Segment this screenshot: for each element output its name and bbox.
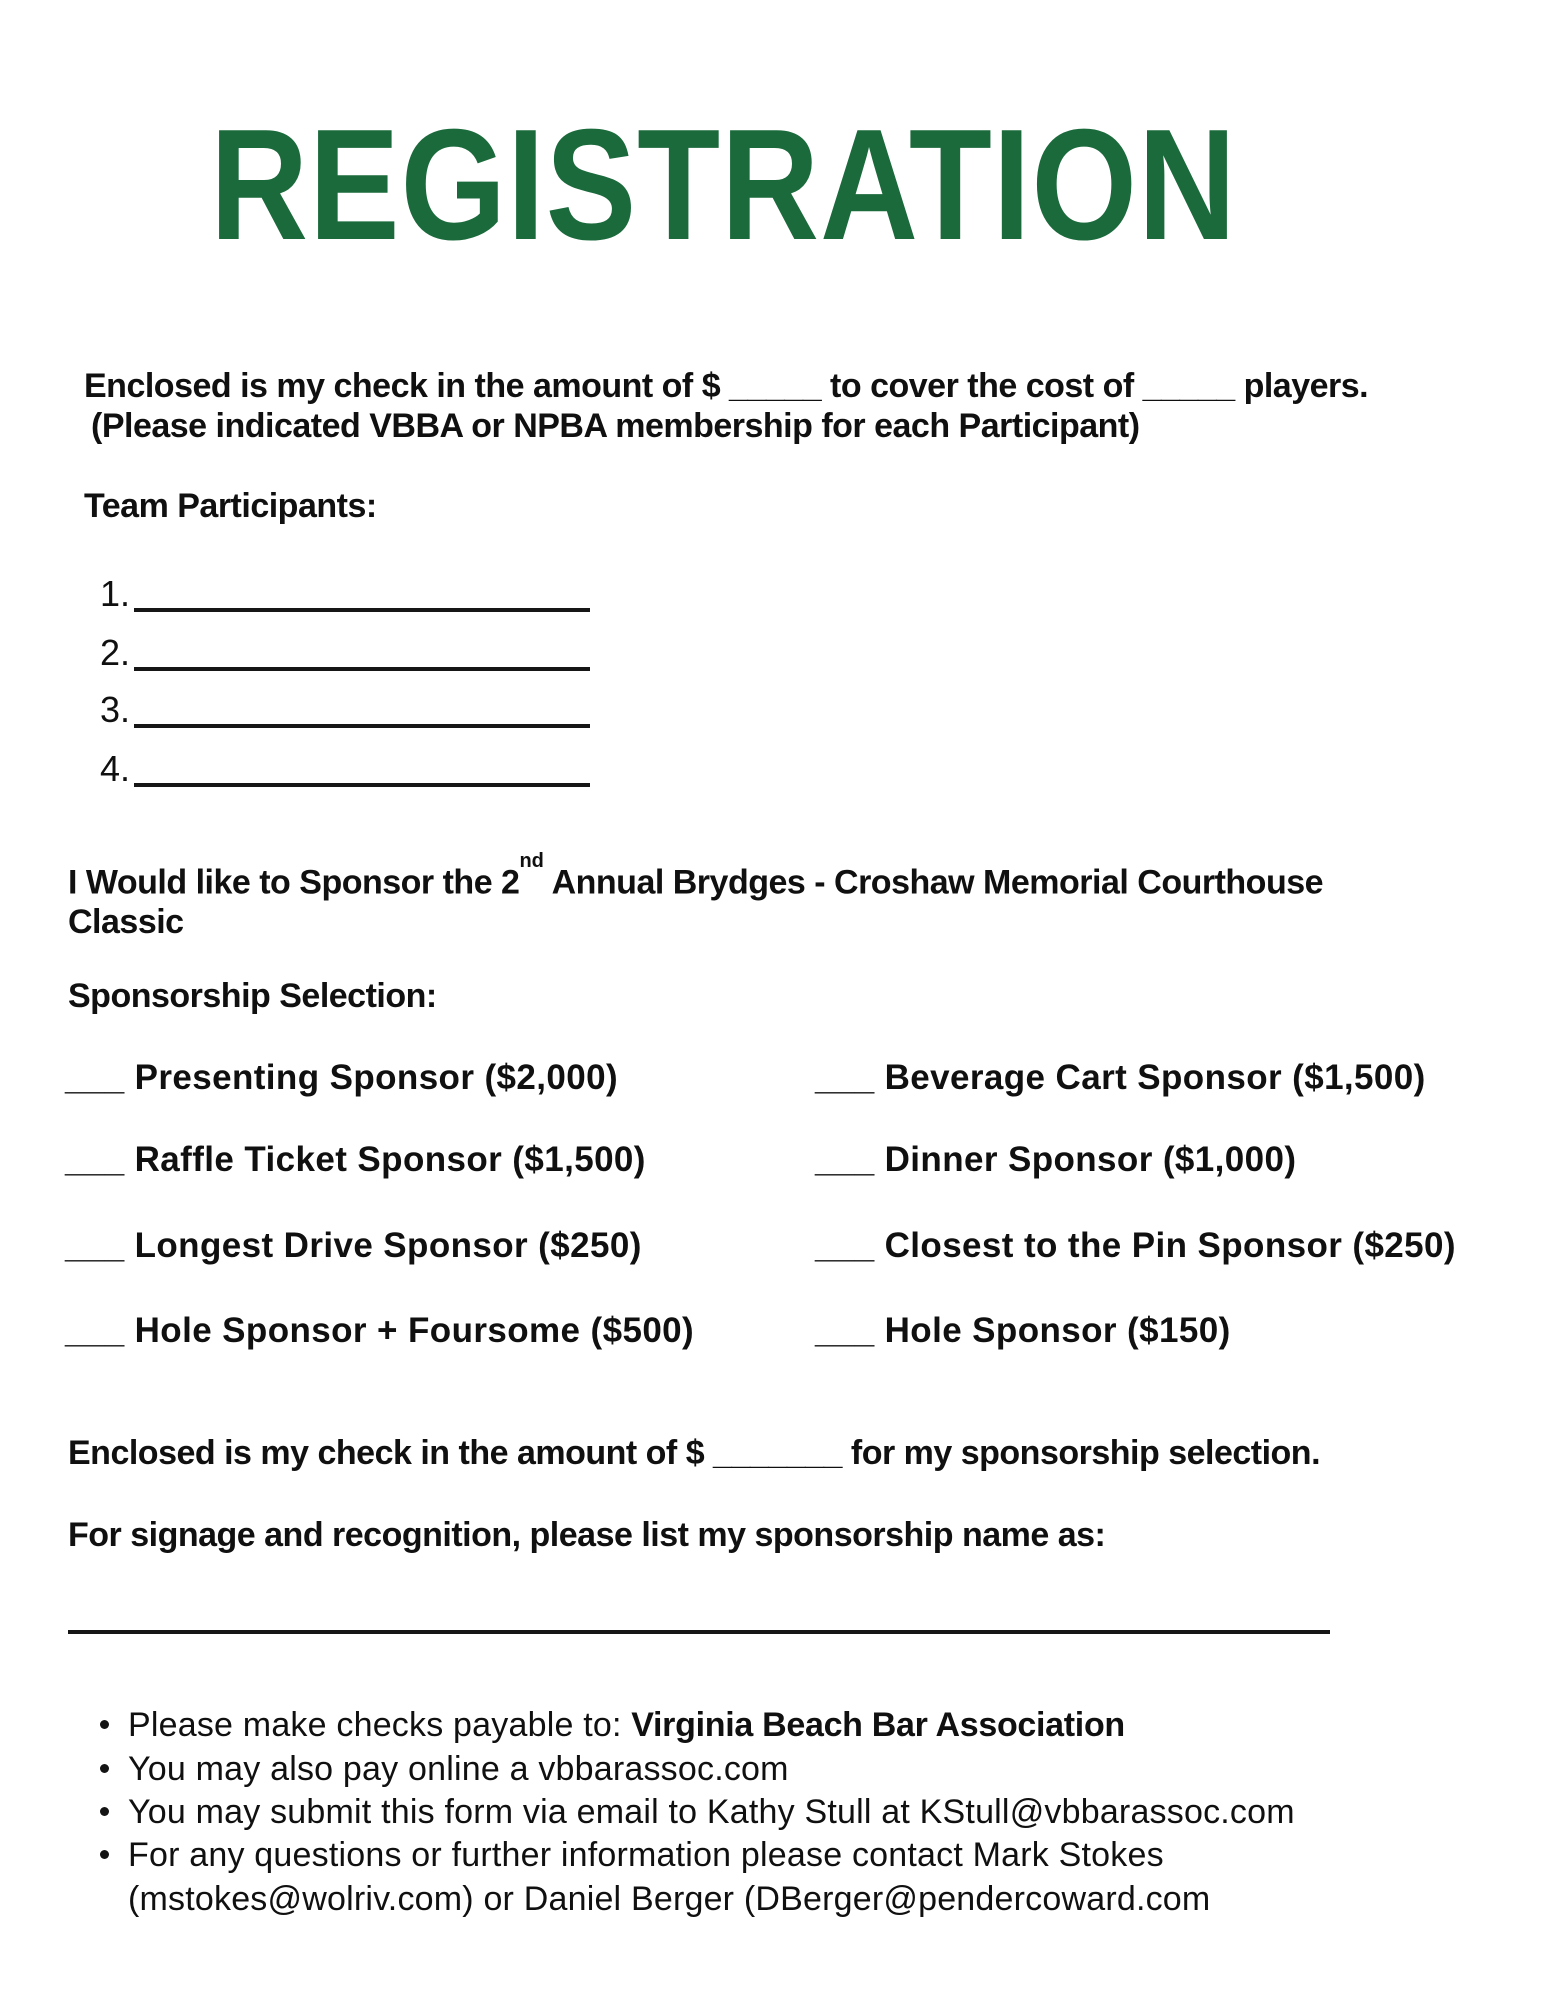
sponsor-option-label: Longest Drive Sponsor ($250) [134, 1226, 642, 1265]
bullet-icon [100, 1850, 109, 1859]
checkbox-blank: ___ [65, 1140, 125, 1179]
sponsor-option-longest-drive [65, 1226, 642, 1266]
sponsor-option-label: Closest to the Pin Sponsor ($250) [884, 1226, 1456, 1265]
team-participant-row-3 [100, 690, 590, 730]
checkbox-blank: ___ [65, 1226, 125, 1265]
note-pay-online [100, 1748, 789, 1792]
sponsor-intro-text: I Would like to Sponsor the 2 [68, 863, 520, 902]
sponsor-option-beverage-cart [815, 1058, 1426, 1098]
sponsor-check-paragraph: Enclosed is my check in the amount of $ _______ for my sponsorship selection. [68, 1434, 1321, 1472]
note-questions-contact [100, 1834, 1210, 1921]
team-participant-row-4 [100, 749, 590, 789]
checkbox-blank: ___ [65, 1311, 125, 1350]
checkbox-blank: ___ [815, 1140, 875, 1179]
page-title: REGISTRATION [210, 97, 1237, 273]
sponsor-option-label: Dinner Sponsor ($1,000) [884, 1140, 1297, 1179]
note-text: You may also pay online a vbbarassoc.com [128, 1750, 789, 1788]
bullet-icon [100, 1807, 109, 1816]
checkbox-blank: ___ [815, 1226, 875, 1265]
team-participant-row-1 [100, 574, 590, 614]
sponsor-option-hole-foursome [65, 1311, 694, 1351]
sponsor-option-raffle [65, 1140, 646, 1180]
row-number: 3. [100, 689, 131, 730]
intro-line-2: (Please indicated VBBA or NPBA membership for each Participant) [91, 407, 1140, 445]
sponsor-option-hole [815, 1311, 1231, 1351]
signage-paragraph: For signage and recognition, please list my sponsorship name as: [68, 1516, 1106, 1554]
row-number: 1. [100, 573, 131, 614]
note-text: You may submit this form via email to Kathy Stull at KStull@vbbarassoc.com [128, 1793, 1295, 1831]
fill-in-line [134, 608, 590, 612]
team-participant-row-2 [100, 633, 590, 673]
sponsor-option-presenting [65, 1058, 618, 1098]
sponsor-option-dinner [815, 1140, 1296, 1180]
sponsorship-selection-heading: Sponsorship Selection: [68, 977, 437, 1015]
sponsor-option-label: Hole Sponsor + Foursome ($500) [134, 1311, 695, 1350]
intro-paragraph [84, 366, 1368, 446]
checkbox-blank: ___ [65, 1058, 125, 1097]
sponsor-option-label: Presenting Sponsor ($2,000) [134, 1058, 619, 1097]
fill-in-line [134, 783, 590, 787]
sponsor-option-label: Raffle Ticket Sponsor ($1,500) [134, 1140, 646, 1179]
note-submit-email [100, 1791, 1295, 1835]
intro-line-1: Enclosed is my check in the amount of $ _____ to cover the cost of _____ players. [84, 367, 1369, 405]
sponsor-intro-line-2: Classic [68, 903, 184, 942]
sponsorship-name-fill-line [68, 1630, 1330, 1634]
sponsor-intro-line-1 [68, 850, 1324, 902]
bullet-icon [100, 1764, 109, 1773]
checkbox-blank: ___ [815, 1311, 875, 1350]
note-line-1 [100, 1834, 1210, 1878]
team-participants-heading: Team Participants: [84, 487, 377, 525]
fill-in-line [134, 667, 590, 671]
sponsor-intro-text: Annual Brydges - Croshaw Memorial Courthouse [543, 863, 1324, 902]
note-line-2: (mstokes@wolriv.com) or Daniel Berger (DBerger@pendercoward.com [128, 1879, 1211, 1918]
sponsor-intro [68, 850, 1324, 942]
bullet-icon [100, 1720, 109, 1729]
ordinal-superscript: nd [519, 850, 544, 872]
note-text: Please make checks payable to: [128, 1706, 632, 1744]
note-checks-payable [100, 1704, 1125, 1748]
fill-in-line [134, 724, 590, 728]
sponsor-option-label: Beverage Cart Sponsor ($1,500) [884, 1058, 1426, 1097]
note-text: For any questions or further information please contact Mark Stokes [128, 1836, 1164, 1874]
payee-name: Virginia Beach Bar Association [631, 1706, 1125, 1744]
sponsor-option-label: Hole Sponsor ($150) [884, 1311, 1231, 1350]
checkbox-blank: ___ [815, 1058, 875, 1097]
row-number: 4. [100, 748, 131, 789]
sponsor-option-closest-pin [815, 1226, 1456, 1266]
row-number: 2. [100, 632, 131, 673]
